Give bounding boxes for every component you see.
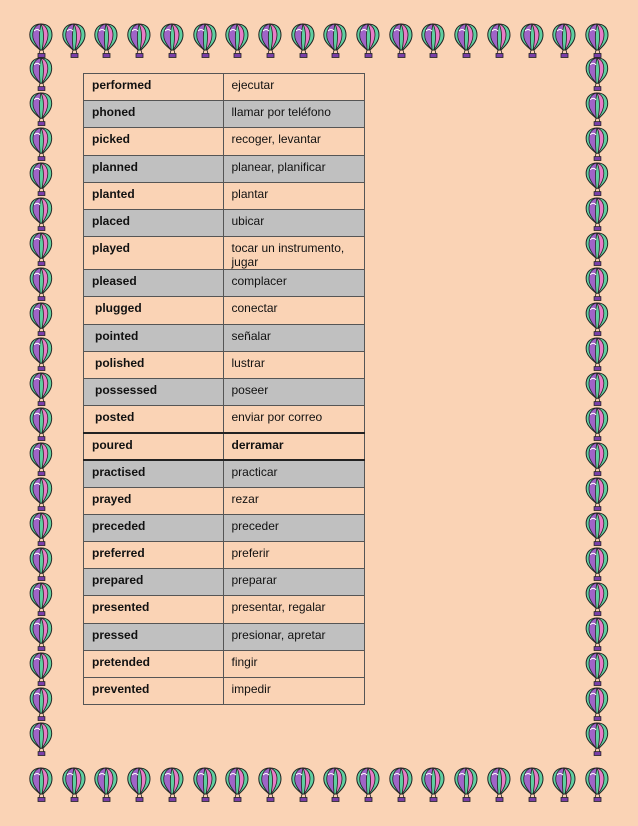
spanish-translation-cell: ubicar (223, 209, 365, 236)
balloon-border-top (28, 22, 610, 62)
spanish-translation-cell: lustrar (223, 351, 365, 378)
hot-air-balloon-icon (453, 22, 479, 58)
table-row (84, 623, 365, 650)
table-row (84, 650, 365, 677)
hot-air-balloon-icon (28, 441, 54, 476)
english-verb-cell: prayed (84, 487, 224, 514)
hot-air-balloon-icon (584, 686, 610, 721)
table-row (84, 101, 365, 128)
english-verb-cell: prepared (84, 569, 224, 596)
table-row (84, 406, 365, 433)
english-verb-cell: preceded (84, 514, 224, 541)
table-row (84, 433, 365, 460)
english-verb-cell: phoned (84, 101, 224, 128)
english-verb-cell: performed (84, 74, 224, 101)
spanish-translation-cell: recoger, levantar (223, 128, 365, 155)
hot-air-balloon-icon (224, 766, 250, 802)
hot-air-balloon-icon (551, 22, 577, 58)
hot-air-balloon-icon (159, 22, 185, 58)
table-row (84, 128, 365, 155)
spanish-translation-cell: llamar por teléfono (223, 101, 365, 128)
table-row (84, 297, 365, 324)
spanish-translation-cell: complacer (223, 270, 365, 297)
english-verb-cell: plugged (84, 297, 224, 324)
hot-air-balloon-icon (28, 651, 54, 686)
hot-air-balloon-icon (126, 22, 152, 58)
vocabulary-table (83, 73, 365, 705)
spanish-translation-cell: practicar (223, 460, 365, 487)
hot-air-balloon-icon (584, 476, 610, 511)
table-row (84, 487, 365, 514)
table-row (84, 596, 365, 623)
hot-air-balloon-icon (28, 371, 54, 406)
hot-air-balloon-icon (584, 511, 610, 546)
hot-air-balloon-icon (388, 766, 414, 802)
english-verb-cell: pressed (84, 623, 224, 650)
hot-air-balloon-icon (28, 22, 54, 58)
hot-air-balloon-icon (355, 766, 381, 802)
hot-air-balloon-icon (420, 766, 446, 802)
table-row (84, 209, 365, 236)
spanish-translation-cell: preferir (223, 542, 365, 569)
english-verb-cell: practised (84, 460, 224, 487)
hot-air-balloon-icon (28, 231, 54, 266)
hot-air-balloon-icon (584, 56, 610, 91)
table-row (84, 237, 365, 270)
hot-air-balloon-icon (192, 766, 218, 802)
hot-air-balloon-icon (584, 22, 610, 58)
hot-air-balloon-icon (290, 22, 316, 58)
table-row (84, 270, 365, 297)
english-verb-cell: picked (84, 128, 224, 155)
hot-air-balloon-icon (28, 301, 54, 336)
table-row (84, 182, 365, 209)
spanish-translation-cell: rezar (223, 487, 365, 514)
spanish-translation-cell: planear, planificar (223, 155, 365, 182)
hot-air-balloon-icon (486, 766, 512, 802)
spanish-translation-cell: presentar, regalar (223, 596, 365, 623)
hot-air-balloon-icon (519, 766, 545, 802)
hot-air-balloon-icon (584, 301, 610, 336)
hot-air-balloon-icon (28, 126, 54, 161)
hot-air-balloon-icon (584, 196, 610, 231)
hot-air-balloon-icon (28, 336, 54, 371)
hot-air-balloon-icon (584, 231, 610, 266)
hot-air-balloon-icon (290, 766, 316, 802)
hot-air-balloon-icon (159, 766, 185, 802)
hot-air-balloon-icon (28, 266, 54, 301)
hot-air-balloon-icon (584, 126, 610, 161)
english-verb-cell: prevented (84, 677, 224, 704)
english-verb-cell: preferred (84, 542, 224, 569)
hot-air-balloon-icon (257, 766, 283, 802)
hot-air-balloon-icon (584, 721, 610, 756)
hot-air-balloon-icon (584, 651, 610, 686)
hot-air-balloon-icon (28, 546, 54, 581)
table-row (84, 155, 365, 182)
hot-air-balloon-icon (453, 766, 479, 802)
spanish-translation-cell: ejecutar (223, 74, 365, 101)
hot-air-balloon-icon (93, 766, 119, 802)
english-verb-cell: planted (84, 182, 224, 209)
hot-air-balloon-icon (519, 22, 545, 58)
table-row (84, 74, 365, 101)
english-verb-cell: pretended (84, 650, 224, 677)
spanish-translation-cell: poseer (223, 378, 365, 405)
spanish-translation-cell: enviar por correo (223, 406, 365, 433)
english-verb-cell: played (84, 237, 224, 270)
english-verb-cell: presented (84, 596, 224, 623)
english-verb-cell: placed (84, 209, 224, 236)
table-row (84, 324, 365, 351)
hot-air-balloon-icon (61, 22, 87, 58)
spanish-translation-cell: derramar (223, 433, 365, 460)
spanish-translation-cell: conectar (223, 297, 365, 324)
hot-air-balloon-icon (28, 616, 54, 651)
table-row (84, 569, 365, 596)
hot-air-balloon-icon (551, 766, 577, 802)
english-verb-cell: polished (84, 351, 224, 378)
hot-air-balloon-icon (584, 406, 610, 441)
hot-air-balloon-icon (584, 266, 610, 301)
hot-air-balloon-icon (28, 91, 54, 126)
hot-air-balloon-icon (355, 22, 381, 58)
hot-air-balloon-icon (28, 476, 54, 511)
spanish-translation-cell: impedir (223, 677, 365, 704)
table-row (84, 460, 365, 487)
spanish-translation-cell: plantar (223, 182, 365, 209)
hot-air-balloon-icon (28, 196, 54, 231)
english-verb-cell: pleased (84, 270, 224, 297)
table-row (84, 514, 365, 541)
spanish-translation-cell: preparar (223, 569, 365, 596)
hot-air-balloon-icon (584, 581, 610, 616)
hot-air-balloon-icon (584, 91, 610, 126)
english-verb-cell: posted (84, 406, 224, 433)
hot-air-balloon-icon (28, 721, 54, 756)
spanish-translation-cell: tocar un instrumento, jugar (223, 237, 365, 270)
spanish-translation-cell: presionar, apretar (223, 623, 365, 650)
spanish-translation-cell: preceder (223, 514, 365, 541)
hot-air-balloon-icon (28, 406, 54, 441)
hot-air-balloon-icon (322, 22, 348, 58)
hot-air-balloon-icon (388, 22, 414, 58)
hot-air-balloon-icon (584, 371, 610, 406)
hot-air-balloon-icon (28, 161, 54, 196)
hot-air-balloon-icon (322, 766, 348, 802)
hot-air-balloon-icon (584, 766, 610, 802)
balloon-border-bottom (28, 766, 610, 806)
english-verb-cell: possessed (84, 378, 224, 405)
hot-air-balloon-icon (192, 22, 218, 58)
english-verb-cell: planned (84, 155, 224, 182)
table-row (84, 677, 365, 704)
hot-air-balloon-icon (584, 616, 610, 651)
hot-air-balloon-icon (28, 581, 54, 616)
hot-air-balloon-icon (584, 546, 610, 581)
hot-air-balloon-icon (486, 22, 512, 58)
english-verb-cell: poured (84, 433, 224, 460)
hot-air-balloon-icon (224, 22, 250, 58)
hot-air-balloon-icon (28, 766, 54, 802)
hot-air-balloon-icon (257, 22, 283, 58)
hot-air-balloon-icon (28, 56, 54, 91)
hot-air-balloon-icon (584, 441, 610, 476)
balloon-border-right (584, 56, 614, 756)
spanish-translation-cell: señalar (223, 324, 365, 351)
hot-air-balloon-icon (93, 22, 119, 58)
english-verb-cell: pointed (84, 324, 224, 351)
table-row (84, 351, 365, 378)
balloon-border-left (28, 56, 58, 756)
hot-air-balloon-icon (28, 511, 54, 546)
hot-air-balloon-icon (28, 686, 54, 721)
hot-air-balloon-icon (584, 161, 610, 196)
hot-air-balloon-icon (584, 336, 610, 371)
hot-air-balloon-icon (61, 766, 87, 802)
hot-air-balloon-icon (420, 22, 446, 58)
table-row (84, 378, 365, 405)
hot-air-balloon-icon (126, 766, 152, 802)
spanish-translation-cell: fingir (223, 650, 365, 677)
table-row (84, 542, 365, 569)
